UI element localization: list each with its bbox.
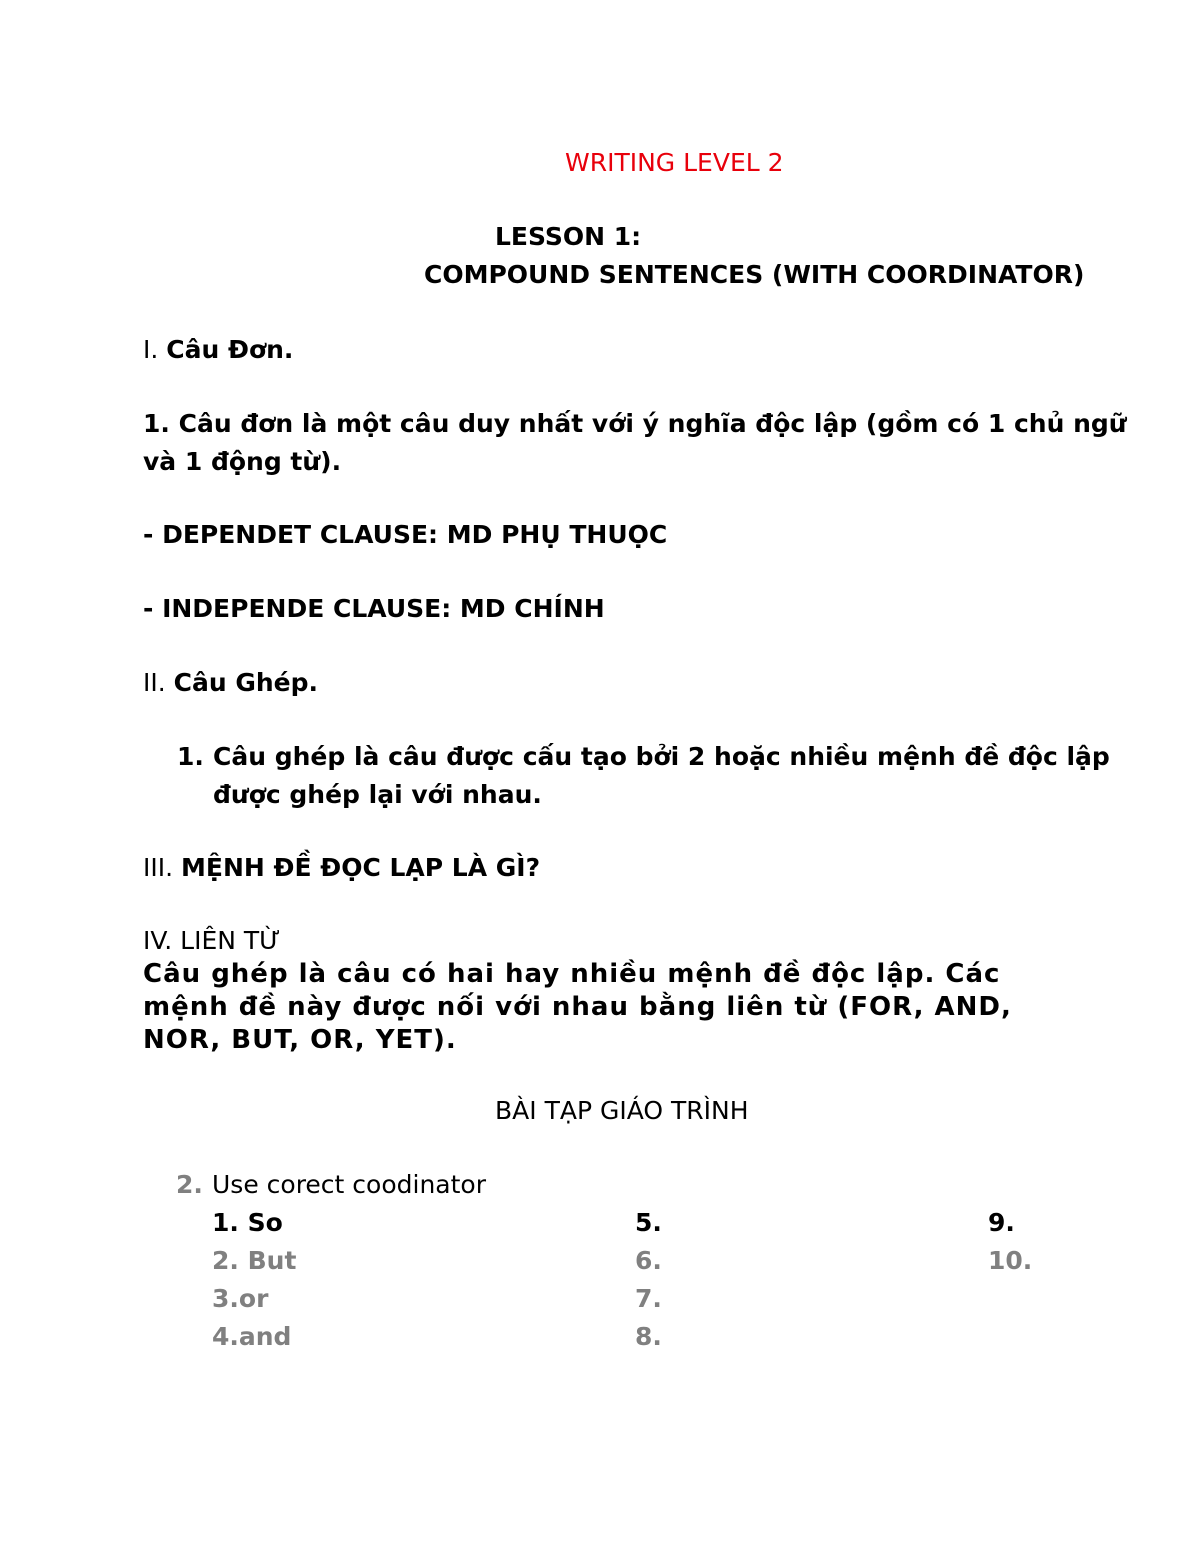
section-4-body-line-2: mệnh đề này được nối với nhau bằng liên từ (FOR, AND, [143,992,1012,1022]
answer-1: 1. So [212,1208,283,1237]
section-3-heading-text: MỆNH ĐỀ ĐỌC LẠP LÀ GÌ? [181,853,541,882]
answer-4: 4.and [212,1322,292,1351]
dependent-clause-line: - DEPENDET CLAUSE: MD PHỤ THUỌC [143,520,668,549]
answer-3: 3.or [212,1284,269,1313]
section-2-heading-text: Câu Ghép. [173,668,319,697]
document-title: WRITING LEVEL 2 [565,148,784,177]
section-2-item-number: 1. [177,742,204,771]
exercise-heading: BÀI TẠP GIÁO TRÌNH [495,1096,749,1125]
lesson-topic: COMPOUND SENTENCES (WITH COORDINATOR) [424,260,1085,289]
section-4-body-line-3: NOR, BUT, OR, YET). [143,1025,457,1055]
section-2-item-line-1: Câu ghép là câu được cấu tạo bởi 2 hoặc nhiều mệnh đề độc lập [213,742,1110,771]
section-4-body-line-1: Câu ghép là câu có hai hay nhiều mệnh đề độc lập. Các [143,959,1001,989]
section-3-numeral: III. [143,853,182,882]
section-1-numeral: I. [143,335,167,364]
section-1-item-line-1: 1. Câu đơn là một câu duy nhất với ý nghĩa độc lập (gồm có 1 chủ ngữ [143,409,1127,438]
section-3-heading [143,853,540,883]
answer-9: 9. [988,1208,1015,1237]
section-2-numeral: II. [143,668,174,697]
section-2-item-line-2: được ghép lại với nhau. [213,780,542,809]
answer-6: 6. [635,1246,662,1275]
exercise-instruction: Use corect coodinator [212,1170,486,1199]
answer-5: 5. [635,1208,662,1237]
section-1-item-line-2: và 1 động từ). [143,447,342,476]
answer-8: 8. [635,1322,662,1351]
independent-clause-line: - INDEPENDE CLAUSE: MD CHÍNH [143,594,605,623]
answer-10: 10. [988,1246,1033,1275]
section-2-heading [143,668,318,698]
section-4-heading: IV. LIÊN TỪ [143,926,281,955]
section-1-heading [143,335,293,365]
section-1-heading-text: Câu Đơn. [166,335,294,364]
lesson-label: LESSON 1: [495,222,642,251]
answer-2: 2. But [212,1246,297,1275]
answer-7: 7. [635,1284,662,1313]
exercise-item-number: 2. [176,1170,203,1199]
